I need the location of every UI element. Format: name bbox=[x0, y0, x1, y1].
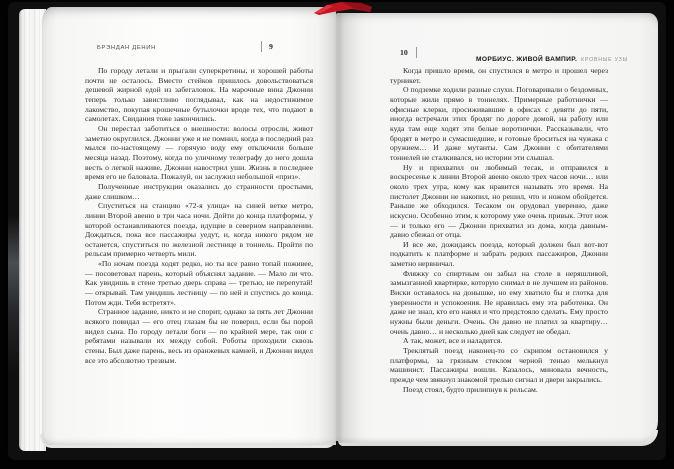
paragraph: «По ночам поезда ходят редко, но ты все равно топай поживее, — посоветовал парень, который объяснял задание. — Мало ли что. Как увидишь в стене третью дверь справа — третью, не перепутай! — открывай. Там увидишь лестницу — по ней и спустись до конца. Потом жди. Тебя встретят». bbox=[85, 259, 313, 307]
paragraph: Поезд стоял, будто прилипнув к рельсам. bbox=[403, 384, 538, 394]
header-divider bbox=[261, 41, 262, 52]
paragraph: Он перестал заботиться о внешности: волосы отросли, живот заметно округлился. Джонни уже и не помнил, когда в последний раз мылся по-настоящему — горячую воду ему отключили больше месяца назад. Поэтому, когда по уличному телеграфу до него дошла весть о легкой наживе, Джонни навострил уши. Жизнь в последнее время его не баловала. Пожалуй, он заслужил небольшой «приз». bbox=[85, 123, 313, 182]
right-page bbox=[336, 13, 658, 441]
left-page-number: 9 bbox=[261, 41, 273, 52]
left-running-head bbox=[85, 43, 315, 57]
book-title-running-head: МОРБИУС. ЖИВОЙ ВАМПИР. КРОВНЫЕ УЗЫ bbox=[476, 56, 628, 63]
paragraph: Фляжку со спиртным он забыл на столе в неряшливой, замызганной квартирке, которую снимал в не лучшем из районов. Виски оставалось на донышке, но ему хватило бы и глотка для уверенности и успокоения. Не нравилась ему эта работенка. Он даже не знал, кто его нанял и что предстояло сделать. Ему просто нужны были деньги. Очень. Он давно не платил за квартиру… очень давно… и несколько дней как следует не обедал. bbox=[390, 268, 608, 336]
header-divider bbox=[416, 47, 417, 58]
paragraph: Полученные инструкции оказались до странности простыми, даже слишком… bbox=[85, 181, 313, 201]
right-page-text bbox=[390, 66, 608, 394]
paragraph: По городу летали и прыгали суперкретины, и хорошей работы почти не осталось. Вместо стейков пришлось довольствоваться дешевой жирной едой из забегаловок. На марочные вина Джонни теперь только завистливо поглядывал, как на недостижимое лакомство, покупая крошечные бутылочки вроде тех, что подают в самолетах. Свидания тоже закончились. bbox=[85, 66, 313, 124]
left-page bbox=[42, 7, 336, 445]
author-running-head: БРЭНДАН ДЕНИН bbox=[97, 45, 157, 51]
paragraph: Треклятый поезд наконец-то со скрипом остановился у платформы, за грязным стеклом черной тенью мелькнул машинист. Пассажиры вошли. Казалось, миновала вечность, прежде чем звякнул знакомой трелью сигнал и двери закрылись. bbox=[390, 346, 608, 384]
right-running-head bbox=[390, 47, 628, 63]
paragraph: Спуститься на станцию «72-я улица» на синей ветке метро, линии Второй авеню в три часа ночи. Дойти до конца платформы, у которой останавливаются поезда, идущие в северном направлении. Дождаться, пока все пассажиры уедут, и, когда никого рядом не останется, спуститься по железной лестнице в тоннель. Пройти по рельсам примерно четверть мили. bbox=[85, 201, 313, 259]
paragraph: О подземке ходили разные слухи. Поговаривали о бездомных, которые жили прямо в тоннелях. Примерные работнички — офисные клерки, просиживавшие в офисах с девяти до пяти, иногда встречали этих бродяг по дороге домой, на работу или куда там еще ходят эти белые воротнички. Рассказывали, что бродят в метро и сумасшедшие, и готовые броситься на чужака с оружием… И даже мутанты. Сам Джонни с обитателями тоннелей не сталкивался, но истории эти слышал. bbox=[390, 85, 608, 162]
paragraph: Странное задание, никто и не спорит, однако за пять лет Джонни всякого повидал — его отец глазам бы не поверил, если бы порой видел сына. По городу летали боги — по крайней мере, так они с ребятами называли их между собой. Роботы проходили сквозь стены. Был даже парень, весь из оранжевых камней, и Джонни видел все это абсолютно трезвым. bbox=[85, 307, 313, 365]
paragraph: А так, может, все и наладится. bbox=[403, 336, 503, 346]
paragraph: Ну и прихватил он любимый тесак, и отправился в воскресенье к линии Второй авеню около трех часов ночи… или около трех утра, кому как нравится называть это время. На пистолет Джонни не накопил, но решил, что и ножом обойдется. Раньше же обходился. Тесаком он орудовал уверенно, даже искусно. Особенно этим, к которому уже очень привык. Этот нож — и только его — Джонни прихватил из дома, когда давным-давно сбежал от отца. bbox=[390, 162, 608, 240]
paragraph: И все же, дожидаясь поезда, который должен был вот-вот подкатить к платформе и забрать редких пассажиров, Джонни заметно нервничал. bbox=[390, 239, 608, 269]
right-page-number: 10 bbox=[400, 47, 417, 58]
bookmark-ribbon-icon bbox=[311, 0, 375, 18]
left-page-text bbox=[85, 66, 313, 365]
paragraph: Когда пришло время, он спустился в метро и прошел через турникет. bbox=[390, 66, 608, 85]
